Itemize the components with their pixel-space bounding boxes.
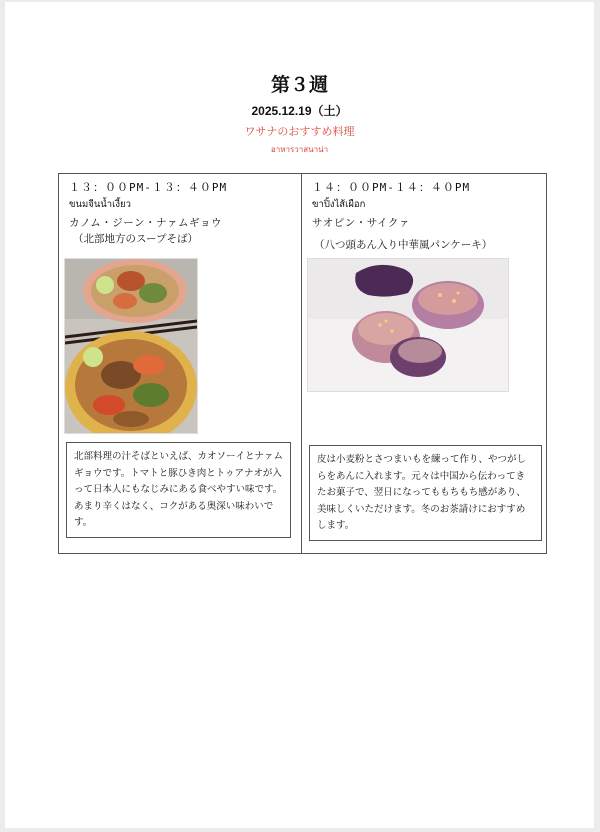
- page-title: 第３週: [270, 74, 328, 96]
- taro-pancake-photo: [307, 258, 509, 392]
- menu-item-name-thai: ขนมจีนน้ำเงี้ยว: [69, 199, 131, 210]
- menu-item-name-jp: カノム・ジーン・ナァムギョウ: [69, 217, 223, 229]
- menu-item-subtitle: （八つ頭あん入り中華風パンケーキ）: [314, 239, 493, 251]
- menu-item-1: [59, 174, 301, 553]
- page-subtitle: ワサナのおすすめ料理: [244, 125, 355, 138]
- document-page: [5, 2, 594, 828]
- menu-item-description: 皮は小麦粉とさつまいもを練って作り、やつがしらをあんに入れます。元々は中国から伝わってきたお菓子で、翌日になってももちもち感があり、美味しくいただけます。冬のお茶請けにおすすめします。: [309, 445, 542, 541]
- menu-item-subtitle: （北部地方のスープそば）: [73, 233, 198, 245]
- page-subtitle-thai: อาหารวาสนาน่า: [270, 145, 329, 154]
- menu-table: [58, 173, 547, 554]
- menu-item-time: １３：００PM-１３：４０PM: [69, 181, 228, 194]
- menu-item-time: １４：００PM-１４：４０PM: [312, 181, 471, 194]
- menu-item-name-thai: ขาปิ้งไส้เผือก: [312, 199, 366, 210]
- menu-item-description: 北部料理の汁そばといえば、カオソーイとナァムギョウです。トマトと豚ひき肉とトゥアナオが入って日本人にもなじみにある食べやすい味です。あまり辛くはなく、コクがある奥深い味わいです。: [66, 442, 291, 538]
- menu-item-2: [302, 174, 546, 553]
- event-date: 2025.12.19（土）: [251, 104, 348, 118]
- menu-item-name-jp: サオピン・サイクァ: [312, 217, 410, 229]
- noodle-soup-photo: [64, 258, 198, 434]
